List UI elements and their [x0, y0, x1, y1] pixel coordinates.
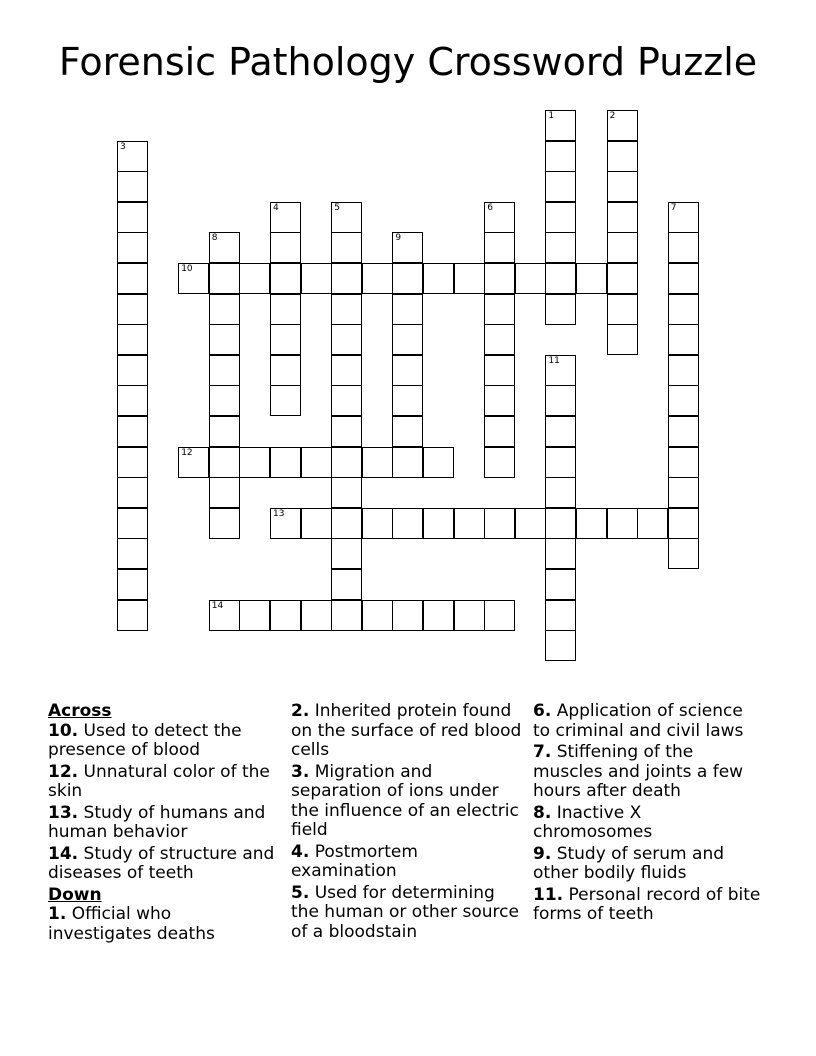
clue-column-1 — [48, 702, 280, 946]
clue-column-2 — [291, 702, 523, 944]
crossword-cell[interactable] — [454, 263, 485, 294]
clue-heading-down: Down — [48, 884, 102, 905]
crossword-cell[interactable] — [331, 263, 362, 294]
crossword-cell[interactable] — [423, 263, 454, 294]
crossword-cell[interactable] — [607, 141, 638, 172]
clue — [533, 845, 765, 884]
crossword-cell[interactable] — [239, 447, 270, 478]
clue — [533, 886, 765, 925]
clue — [291, 702, 523, 761]
crossword-cell[interactable] — [209, 508, 240, 539]
crossword-cell[interactable] — [270, 600, 301, 631]
clue-number-label: 3. — [291, 761, 310, 782]
clue — [533, 702, 765, 741]
crossword-cell[interactable] — [209, 263, 240, 294]
crossword-cell[interactable] — [239, 263, 270, 294]
crossword-cell[interactable] — [331, 508, 362, 539]
clue — [48, 763, 280, 802]
crossword-cell[interactable] — [331, 538, 362, 569]
crossword-cell[interactable] — [117, 477, 148, 508]
clue-text: Inactive X chromosomes — [533, 802, 653, 842]
crossword-cell[interactable] — [545, 355, 576, 386]
crossword-cell[interactable] — [515, 508, 546, 539]
clue — [291, 884, 523, 943]
crossword-cell[interactable] — [270, 324, 301, 355]
clue-number: 10 — [181, 264, 193, 274]
crossword-cell[interactable] — [607, 324, 638, 355]
clue-number-label: 11. — [533, 884, 564, 905]
crossword-cell[interactable] — [392, 232, 423, 263]
clue-number-label: 7. — [533, 742, 552, 762]
crossword-cell[interactable] — [178, 447, 209, 478]
crossword-cell[interactable] — [545, 538, 576, 569]
crossword-cell[interactable] — [117, 294, 148, 325]
crossword-cell[interactable] — [545, 171, 576, 202]
clue-number-label: 12. — [48, 761, 79, 782]
crossword-cell[interactable] — [668, 477, 699, 508]
crossword-cell[interactable] — [607, 171, 638, 202]
clue-number-label: 9. — [533, 843, 552, 864]
clue — [291, 843, 523, 882]
crossword-cell[interactable] — [515, 263, 546, 294]
crossword-cell[interactable] — [270, 294, 301, 325]
crossword-cell[interactable] — [668, 324, 699, 355]
crossword-cell[interactable] — [668, 447, 699, 478]
clue-column-3 — [533, 702, 765, 927]
clue — [48, 804, 280, 843]
crossword-cell[interactable] — [331, 477, 362, 508]
crossword-cell[interactable] — [331, 447, 362, 478]
crossword-cell[interactable] — [576, 263, 607, 294]
clue-number-label: 5. — [291, 882, 310, 903]
crossword-cell[interactable] — [301, 600, 332, 631]
crossword-cell[interactable] — [117, 232, 148, 263]
clue-number: 9 — [395, 233, 402, 244]
clue-number: 5 — [334, 202, 340, 213]
clue-number-label: 1. — [48, 904, 67, 924]
crossword-cell[interactable] — [331, 202, 362, 233]
crossword-cell[interactable] — [362, 263, 393, 294]
clue-number: 3 — [120, 141, 126, 152]
crossword-cell[interactable] — [392, 263, 423, 294]
crossword-cell[interactable] — [117, 600, 148, 631]
crossword-cell[interactable] — [392, 600, 423, 631]
crossword-cell[interactable] — [545, 141, 576, 172]
clue-number-label: 10. — [48, 720, 79, 741]
crossword-cell[interactable] — [209, 355, 240, 386]
crossword-cell[interactable] — [301, 508, 332, 539]
crossword-cell[interactable] — [668, 263, 699, 294]
crossword-cell[interactable] — [117, 416, 148, 447]
crossword-cell[interactable] — [362, 600, 393, 631]
crossword-cell[interactable] — [270, 385, 301, 416]
crossword-cell[interactable] — [545, 569, 576, 600]
crossword-cell[interactable] — [209, 294, 240, 325]
crossword-cell[interactable] — [668, 202, 699, 233]
crossword-cell[interactable] — [117, 263, 148, 294]
crossword-cell[interactable] — [668, 385, 699, 416]
clue-text: Study of humans and human behavior — [48, 802, 266, 842]
crossword-cell[interactable] — [331, 294, 362, 325]
clue-number: 13 — [273, 508, 285, 519]
crossword-cell[interactable] — [607, 508, 638, 539]
crossword-cell[interactable] — [239, 600, 270, 631]
crossword-cell[interactable] — [392, 385, 423, 416]
crossword-cell[interactable] — [117, 385, 148, 416]
crossword-cell[interactable] — [331, 569, 362, 600]
crossword-cell[interactable] — [117, 355, 148, 386]
crossword-cell[interactable] — [484, 202, 515, 233]
crossword-cell[interactable] — [362, 508, 393, 539]
crossword-cell[interactable] — [270, 232, 301, 263]
crossword-cell[interactable] — [637, 508, 668, 539]
crossword-cell[interactable] — [209, 600, 240, 631]
clue-number-label: 2. — [291, 701, 310, 721]
crossword-cell[interactable] — [392, 355, 423, 386]
clue-number: 8 — [211, 233, 218, 244]
clue-number: 11 — [548, 355, 560, 366]
crossword-cell[interactable] — [545, 508, 576, 539]
crossword-cell[interactable] — [484, 324, 515, 355]
crossword-cell[interactable] — [668, 232, 699, 263]
crossword-cell[interactable] — [270, 508, 301, 539]
crossword-cell[interactable] — [545, 110, 576, 141]
clue — [533, 743, 765, 802]
crossword-cell[interactable] — [117, 202, 148, 233]
crossword-cell[interactable] — [117, 447, 148, 478]
crossword-cell[interactable] — [484, 600, 515, 631]
page-title: Forensic Pathology Crossword Puzzle — [58, 40, 758, 84]
crossword-cell[interactable] — [545, 385, 576, 416]
crossword-cell[interactable] — [484, 294, 515, 325]
crossword-cell[interactable] — [484, 416, 515, 447]
crossword-cell[interactable] — [545, 263, 576, 294]
crossword-cell[interactable] — [668, 416, 699, 447]
crossword-cell[interactable] — [545, 294, 576, 325]
crossword-cell[interactable] — [362, 447, 393, 478]
crossword-cell[interactable] — [484, 508, 515, 539]
crossword-cell[interactable] — [331, 416, 362, 447]
crossword-cell[interactable] — [117, 569, 148, 600]
crossword-cell[interactable] — [117, 508, 148, 539]
clue-number: 2 — [609, 111, 616, 121]
crossword-cell[interactable] — [668, 294, 699, 325]
crossword-cell[interactable] — [209, 447, 240, 478]
crossword-cell[interactable] — [607, 294, 638, 325]
crossword-cell[interactable] — [484, 232, 515, 263]
clue-text: Unnatural color of the skin — [48, 761, 270, 801]
crossword-cell[interactable] — [423, 600, 454, 631]
crossword-cell[interactable] — [607, 263, 638, 294]
crossword-cell[interactable] — [117, 324, 148, 355]
crossword-cell[interactable] — [545, 600, 576, 631]
clue — [48, 905, 280, 944]
crossword-cell[interactable] — [484, 263, 515, 294]
crossword-cell[interactable] — [545, 630, 576, 661]
clue-text: Study of serum and other bodily fluids — [533, 843, 725, 883]
crossword-cell[interactable] — [484, 385, 515, 416]
crossword-cell[interactable] — [545, 416, 576, 447]
crossword-cell[interactable] — [454, 600, 485, 631]
crossword-cell[interactable] — [270, 263, 301, 294]
crossword-cell[interactable] — [668, 355, 699, 386]
clue-number-label: 6. — [533, 701, 552, 721]
crossword-cell[interactable] — [545, 447, 576, 478]
crossword-cell[interactable] — [545, 477, 576, 508]
crossword-cell[interactable] — [607, 110, 638, 141]
crossword-cell[interactable] — [117, 538, 148, 569]
clue-text: Official who investigates deaths — [48, 904, 215, 944]
crossword-cell[interactable] — [270, 447, 301, 478]
clue-number: 4 — [273, 202, 279, 213]
clue-text: Inherited protein found on the surface of red blood cells — [291, 701, 522, 760]
clue-text: Study of structure and diseases of teeth — [48, 843, 275, 883]
crossword-cell[interactable] — [545, 202, 576, 233]
clue-text: Application of science to criminal and civil laws — [533, 701, 744, 741]
crossword-cell[interactable] — [545, 232, 576, 263]
clue-number-label: 13. — [48, 802, 79, 823]
crossword-cell[interactable] — [392, 508, 423, 539]
crossword-cell[interactable] — [484, 447, 515, 478]
clue-number: 7 — [670, 202, 677, 213]
clue-text: Migration and separation of ions under the influence of an electric field — [291, 761, 519, 840]
clue-number: 6 — [487, 202, 493, 213]
crossword-cell[interactable] — [423, 508, 454, 539]
crossword-cell[interactable] — [668, 508, 699, 539]
crossword-cell[interactable] — [331, 385, 362, 416]
clue-number: 1 — [548, 111, 555, 121]
crossword-cell[interactable] — [209, 477, 240, 508]
crossword-cell[interactable] — [423, 447, 454, 478]
clue-text: Personal record of bite forms of teeth — [533, 884, 761, 924]
clue — [48, 722, 280, 761]
crossword-cell[interactable] — [331, 232, 362, 263]
crossword-cell[interactable] — [484, 355, 515, 386]
crossword-cell[interactable] — [209, 324, 240, 355]
clue-text: Used for determining the human or other source of a bloodstain — [291, 882, 519, 942]
crossword-cell[interactable] — [209, 416, 240, 447]
crossword-cell[interactable] — [301, 447, 332, 478]
crossword-cell[interactable] — [607, 232, 638, 263]
crossword-cell[interactable] — [209, 385, 240, 416]
clue — [291, 763, 523, 841]
crossword-cell[interactable] — [392, 416, 423, 447]
clue-number: 14 — [211, 600, 224, 611]
clue-text: Used to detect the presence of blood — [48, 720, 242, 760]
crossword-cell[interactable] — [331, 600, 362, 631]
clue — [533, 804, 765, 843]
crossword-cell[interactable] — [668, 538, 699, 569]
clue-heading-across: Across — [48, 701, 112, 721]
clue-text: Stiffening of the muscles and joints a few hours after death — [533, 742, 744, 801]
crossword-cell[interactable] — [454, 508, 485, 539]
crossword-cell[interactable] — [117, 141, 148, 172]
clue-number-label: 8. — [533, 802, 552, 823]
clue — [48, 845, 280, 884]
crossword-cell[interactable] — [270, 355, 301, 386]
clue-number-label: 4. — [291, 841, 310, 862]
crossword-cell[interactable] — [117, 171, 148, 202]
crossword-cell[interactable] — [392, 447, 423, 478]
crossword-cell[interactable] — [576, 508, 607, 539]
crossword-cell[interactable] — [331, 355, 362, 386]
crossword-cell[interactable] — [392, 294, 423, 325]
clue-text: Postmortem examination — [291, 841, 418, 881]
crossword-cell[interactable] — [209, 232, 240, 263]
crossword-cell[interactable] — [392, 324, 423, 355]
crossword-cell[interactable] — [301, 263, 332, 294]
clue-number-label: 14. — [48, 843, 79, 864]
crossword-cell[interactable] — [607, 202, 638, 233]
crossword-cell[interactable] — [331, 324, 362, 355]
clue-number: 12 — [181, 447, 193, 458]
crossword-cell[interactable] — [178, 263, 209, 294]
crossword-cell[interactable] — [270, 202, 301, 233]
